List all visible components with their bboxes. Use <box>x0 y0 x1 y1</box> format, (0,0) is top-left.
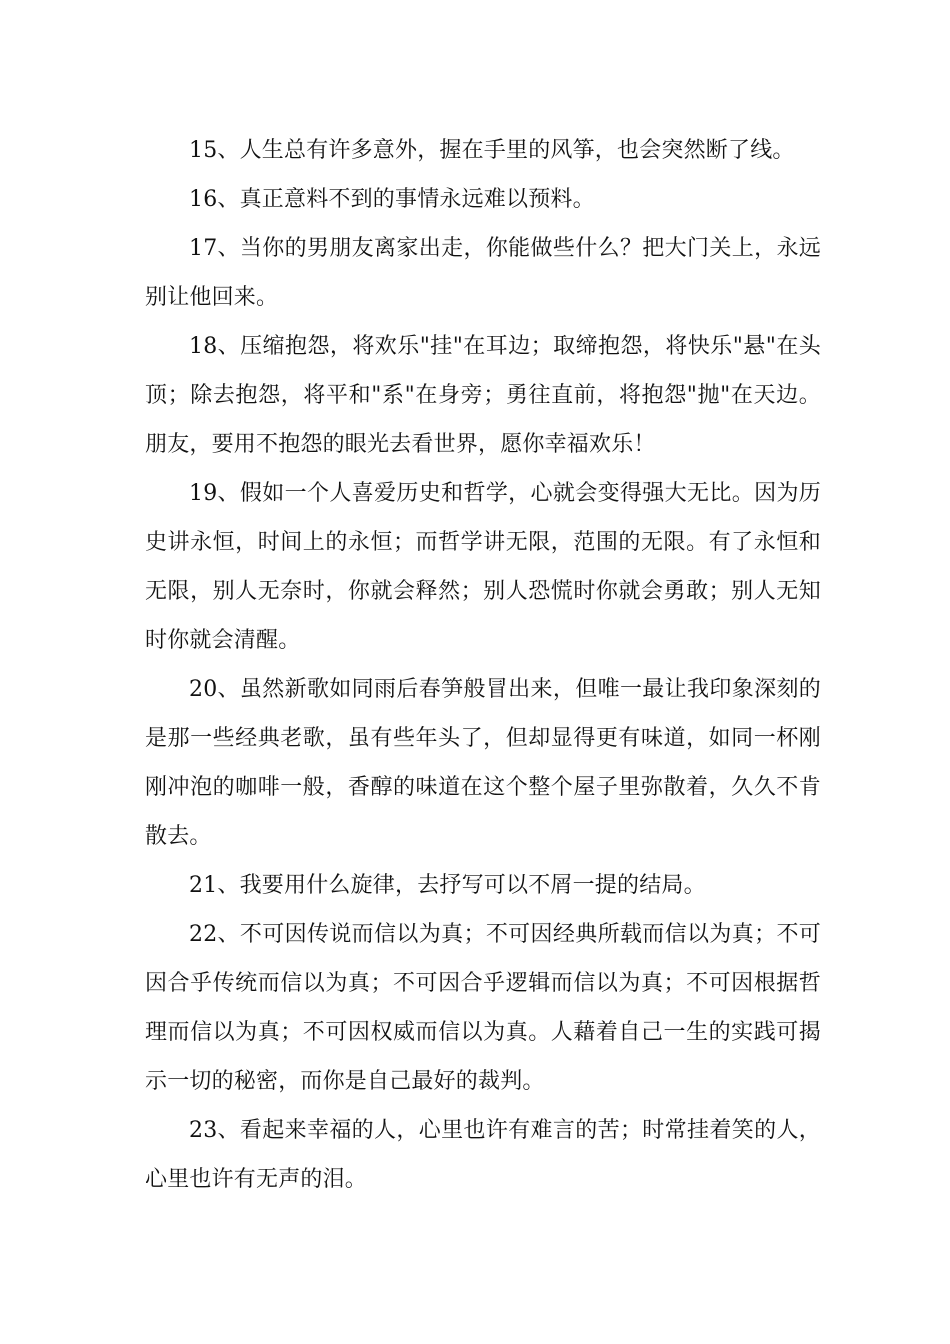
paragraph-23: 23、看起来幸福的人，心里也许有难言的苦；时常挂着笑的人，心里也许有无声的泪。 <box>145 1118 821 1192</box>
document-page <box>145 126 821 1204</box>
paragraph-18: 18、压缩抱怨，将欢乐"挂"在耳边；取缔抱怨，将快乐"悬"在头顶；除去抱怨，将平和"系"在身旁；勇往直前，将抱怨"抛"在天边。朋友，要用不抱怨的眼光去看世界，愿你幸福欢乐！ <box>145 334 821 457</box>
paragraph-16: 16、真正意料不到的事情永远难以预料。 <box>189 187 595 212</box>
paragraph-19: 19、假如一个人喜爱历史和哲学，心就会变得强大无比。因为历史讲永恒，时间上的永恒；而哲学讲无限，范围的无限。有了永恒和无限，别人无奈时，你就会释然；别人恐慌时你就会勇敢；别人无知时你就会清醒。 <box>145 481 821 653</box>
paragraph-20: 20、虽然新歌如同雨后春笋般冒出来，但唯一最让我印象深刻的是那一些经典老歌，虽有些年头了，但却显得更有味道，如同一杯刚刚冲泡的咖啡一般，香醇的味道在这个整个屋子里弥散着，久久不肯散去。 <box>145 677 821 849</box>
paragraph-21: 21、我要用什么旋律，去抒写可以不屑一提的结局。 <box>189 873 706 898</box>
paragraph-17: 17、当你的男朋友离家出走，你能做些什么？把大门关上，永远别让他回来。 <box>145 236 821 310</box>
paragraph-15: 15、人生总有许多意外，握在手里的风筝，也会突然断了线。 <box>189 138 795 163</box>
paragraph-22: 22、不可因传说而信以为真；不可因经典所载而信以为真；不可因合乎传统而信以为真；不可因合乎逻辑而信以为真；不可因根据哲理而信以为真；不可因权威而信以为真。人藉着自己一生的实践可揭示一切的秘密，而你是自己最好的裁判。 <box>145 922 821 1094</box>
